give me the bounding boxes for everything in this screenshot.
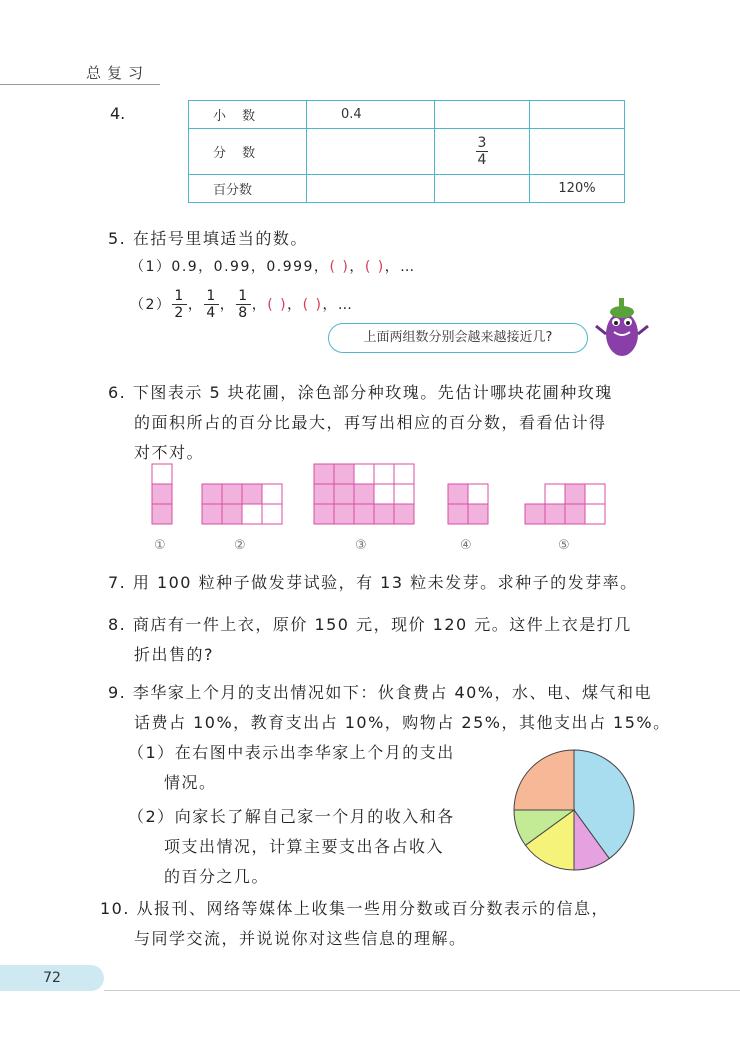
pie-slice-4 bbox=[514, 750, 574, 810]
caption-1: ① bbox=[154, 538, 166, 553]
footer-divider bbox=[104, 990, 740, 991]
q7-line: 用 100 粒种子做发芽试验，有 13 粒未发芽。求种子的发芽率。 bbox=[132, 573, 638, 592]
answer-blank: ( ) bbox=[302, 296, 323, 313]
q5-text: 在括号里填适当的数。 bbox=[132, 229, 308, 248]
fraction-denominator: 2 bbox=[174, 305, 185, 321]
q9-sub1-line1: 在右图中表示出李华家上个月的支出 bbox=[174, 743, 455, 762]
caption-5: ⑤ bbox=[558, 538, 570, 553]
q9-sub2-line1: 向家长了解自己家一个月的收入和各 bbox=[174, 807, 455, 826]
expense-pie-chart bbox=[508, 744, 640, 876]
fraction-cell bbox=[435, 129, 530, 175]
q6-line1: 下图表示 5 块花圃，涂色部分种玫瑰。先估计哪块花圃种玫瑰 bbox=[132, 383, 613, 402]
flowerbed-4 bbox=[448, 484, 488, 524]
q9-sub2-line2: 项支出情况，计算主要支出各占收入 bbox=[164, 837, 445, 856]
fraction-denominator: 8 bbox=[238, 305, 249, 321]
q4-number: 4. bbox=[110, 104, 126, 123]
eggplant-mascot-icon bbox=[586, 290, 656, 360]
q6-line2: 的面积所占的百分比最大，再写出相应的百分数，看看估计得 bbox=[134, 413, 607, 432]
fraction-numerator: 1 bbox=[206, 288, 217, 304]
q6-number: 6. bbox=[108, 383, 127, 402]
q10-text bbox=[100, 894, 609, 954]
flowerbed-2 bbox=[202, 484, 282, 524]
conversion-table bbox=[188, 100, 625, 203]
page-number: 72 bbox=[0, 965, 104, 991]
q7-text bbox=[108, 568, 638, 598]
q8-number: 8. bbox=[108, 615, 127, 634]
table-cell bbox=[530, 129, 625, 175]
caption-3: ③ bbox=[355, 538, 367, 553]
q6-line3: 对不对。 bbox=[134, 443, 205, 462]
decimal-cell: 0.4 bbox=[307, 101, 435, 129]
answer-blank: ( ) bbox=[364, 259, 385, 275]
caption-4: ④ bbox=[460, 538, 472, 553]
q9-subquestions bbox=[128, 738, 455, 892]
flowerbed-1 bbox=[152, 464, 172, 524]
table-row bbox=[189, 129, 625, 175]
q8-line1: 商店有一件上衣，原价 150 元，现价 120 元。这件上衣是打几 bbox=[132, 615, 632, 634]
flowerbed-5 bbox=[525, 484, 605, 524]
page-header: 总复习 bbox=[86, 64, 150, 82]
table-cell bbox=[307, 175, 435, 203]
part-label: （1） bbox=[130, 259, 172, 275]
sequence-text: 0.9，0.99，0.999， bbox=[171, 259, 330, 275]
q6-text bbox=[108, 378, 613, 468]
fraction-numerator: 1 bbox=[174, 288, 185, 304]
caption-2: ② bbox=[234, 538, 246, 553]
part-label: （2） bbox=[130, 296, 172, 313]
table-row bbox=[189, 101, 625, 129]
speech-bubble: 上面两组数分别会越来越接近几? bbox=[328, 323, 588, 353]
q9-line2: 话费占 10%，教育支出占 10%，购物占 25%，其他支出占 15%。 bbox=[134, 713, 671, 732]
table-cell bbox=[435, 175, 530, 203]
fraction-denominator: 4 bbox=[206, 305, 217, 321]
header-divider bbox=[0, 84, 160, 85]
q8-text bbox=[108, 610, 632, 670]
fraction-numerator: 1 bbox=[238, 288, 249, 304]
part-label: （1） bbox=[128, 743, 175, 762]
q5-part2: （2） $\frac{1}{2}$ ， $\frac{1}{4}$ ， $\frac{1}{8}$ ， ( ) ， ( ) ，… bbox=[130, 288, 354, 321]
fraction-denominator: 4 bbox=[477, 152, 487, 168]
q5-number: 5. bbox=[108, 229, 127, 248]
fraction-numerator: 3 bbox=[477, 135, 487, 151]
ellipsis: ，… bbox=[322, 296, 354, 313]
row-label-decimal: 小 数 bbox=[189, 101, 307, 129]
flowerbed-figures bbox=[140, 460, 630, 530]
q10-line2: 与同学交流，并说说你对这些信息的理解。 bbox=[134, 929, 467, 948]
q5-line bbox=[108, 224, 308, 254]
ellipsis: ，… bbox=[384, 259, 416, 275]
answer-blank: ( ) bbox=[267, 296, 288, 313]
q7-number: 7. bbox=[108, 573, 127, 592]
percent-cell: 120% bbox=[530, 175, 625, 203]
q10-number: 10. bbox=[100, 899, 130, 918]
table-cell bbox=[435, 101, 530, 129]
q10-line1: 从报刊、网络等媒体上收集一些用分数或百分数表示的信息， bbox=[136, 899, 610, 918]
q9-sub1-line2: 情况。 bbox=[164, 773, 217, 792]
answer-blank: ( ) bbox=[329, 259, 350, 275]
row-label-percent: 百分数 bbox=[189, 175, 307, 203]
table-row bbox=[189, 175, 625, 203]
q8-line2: 折出售的? bbox=[134, 645, 214, 664]
q9-line1: 李华家上个月的支出情况如下：伙食费占 40%，水、电、煤气和电 bbox=[132, 683, 653, 702]
q9-sub2-line3: 的百分之几。 bbox=[164, 867, 270, 886]
table-cell bbox=[307, 129, 435, 175]
q9-text bbox=[108, 678, 671, 738]
flowerbed-3 bbox=[314, 464, 414, 524]
q5-part1: （1）0.9，0.99，0.999，( )，( )，… bbox=[130, 259, 416, 275]
table-cell bbox=[530, 101, 625, 129]
q9-number: 9. bbox=[108, 683, 127, 702]
row-label-fraction: 分 数 bbox=[189, 129, 307, 175]
part-label: （2） bbox=[128, 807, 175, 826]
